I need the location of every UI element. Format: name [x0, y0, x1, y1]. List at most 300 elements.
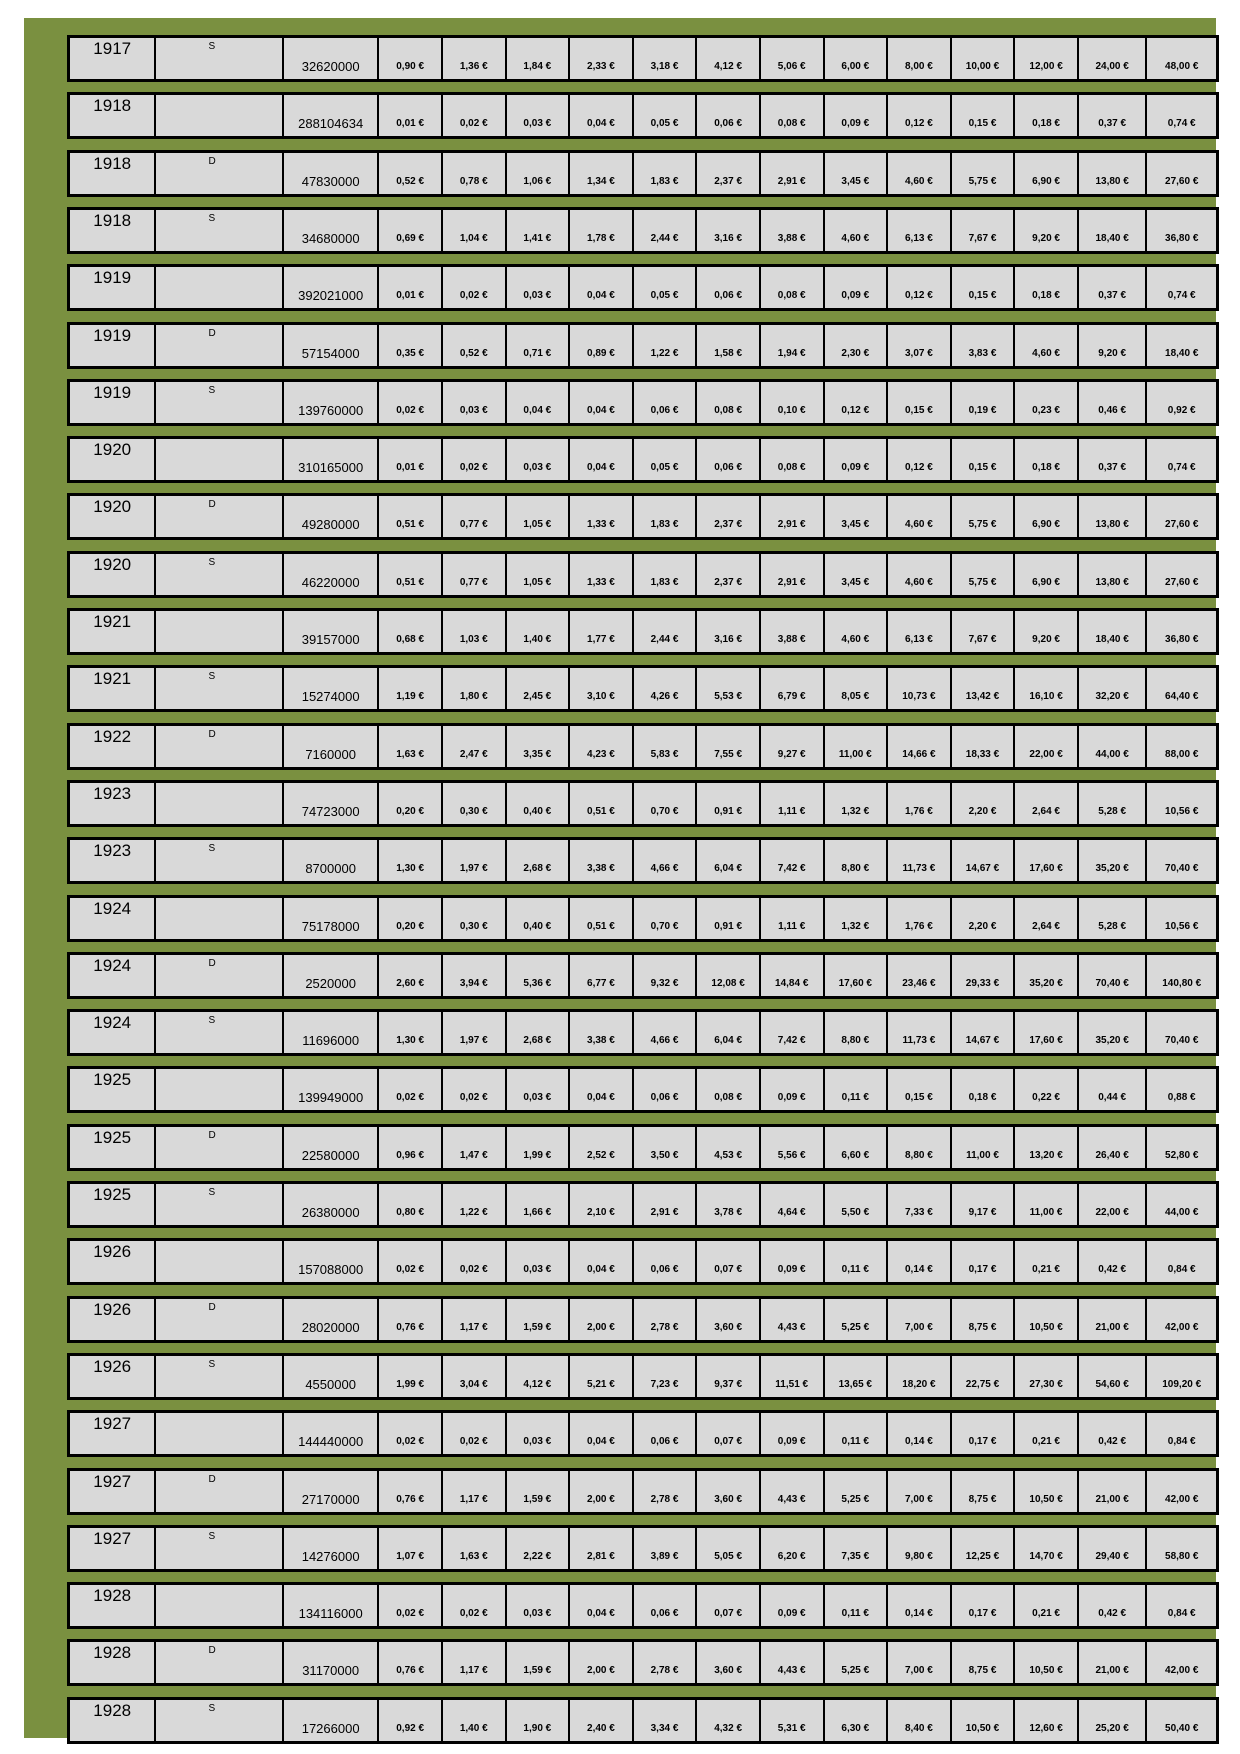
price-cell: 0,51 € — [379, 496, 443, 537]
price-cell: 0,18 € — [1015, 267, 1079, 308]
table-row — [67, 665, 1219, 712]
price-cell: 1,07 € — [379, 1528, 443, 1569]
mint-mark-cell: S — [156, 554, 284, 595]
mintage-cell: 310165000 — [284, 439, 379, 480]
price-cell: 4,60 € — [825, 210, 889, 251]
price-cell: 0,03 € — [507, 1069, 571, 1110]
price-cell: 0,01 € — [379, 439, 443, 480]
price-cell: 0,05 € — [634, 95, 698, 136]
table-row — [67, 780, 1219, 827]
mintage-cell: 28020000 — [284, 1299, 379, 1340]
price-cell: 2,40 € — [570, 1700, 634, 1741]
table-row — [67, 207, 1219, 254]
mint-mark-cell: S — [156, 1356, 284, 1397]
price-cell: 6,90 € — [1015, 554, 1079, 595]
price-cell: 1,59 € — [507, 1299, 571, 1340]
price-cell: 0,77 € — [443, 496, 507, 537]
price-cell: 0,92 € — [379, 1700, 443, 1741]
price-cell: 11,51 € — [761, 1356, 825, 1397]
price-cell: 2,68 € — [507, 840, 571, 881]
price-cell: 140,80 € — [1162, 978, 1202, 989]
year-cell: 1927 — [70, 1471, 156, 1512]
price-cell: 1,34 € — [570, 153, 634, 194]
price-cell: 0,06 € — [697, 439, 761, 480]
price-cell: 0,89 € — [570, 325, 634, 366]
price-cell: 0,09 € — [825, 439, 889, 480]
table-row — [67, 1639, 1219, 1686]
price-cell: 0,70 € — [634, 783, 698, 824]
price-cell: 88,00 € — [1165, 749, 1199, 760]
mint-mark-cell — [156, 1241, 284, 1282]
price-cell: 18,33 € — [952, 726, 1016, 767]
price-cell: 0,74 € — [1167, 462, 1196, 473]
price-cell: 13,80 € — [1079, 153, 1148, 194]
price-cell: 2,64 € — [1015, 783, 1079, 824]
price-cell: 1,84 € — [507, 38, 571, 79]
price-cell: 0,44 € — [1079, 1069, 1148, 1110]
year-cell: 1919 — [70, 382, 156, 423]
price-cell: 7,35 € — [825, 1528, 889, 1569]
mint-mark-cell — [156, 611, 284, 652]
price-cell: 14,84 € — [761, 955, 825, 996]
price-cell: 9,27 € — [761, 726, 825, 767]
price-cell: 1,17 € — [443, 1642, 507, 1683]
price-cell: 0,18 € — [1015, 95, 1079, 136]
price-cell: 4,60 € — [888, 153, 952, 194]
price-cell: 2,00 € — [570, 1642, 634, 1683]
price-cell: 12,00 € — [1015, 38, 1079, 79]
year-cell: 1928 — [70, 1700, 156, 1741]
price-cell: 2,64 € — [1015, 898, 1079, 939]
price-cell: 4,12 € — [697, 38, 761, 79]
price-cell: 32,20 € — [1079, 668, 1148, 709]
price-cell: 0,06 € — [634, 1585, 698, 1626]
price-cell: 3,89 € — [634, 1528, 698, 1569]
mint-mark-cell: S — [156, 1528, 284, 1569]
price-cell: 0,04 € — [570, 1413, 634, 1454]
price-cell: 0,76 € — [379, 1642, 443, 1683]
mintage-cell: 17266000 — [284, 1700, 379, 1741]
mint-mark-cell: D — [156, 1642, 284, 1683]
price-cell: 0,04 € — [570, 1069, 634, 1110]
price-cell: 0,03 € — [507, 439, 571, 480]
price-cell: 3,60 € — [697, 1471, 761, 1512]
table-row — [67, 1296, 1219, 1343]
price-cell: 0,09 € — [761, 1585, 825, 1626]
price-cell: 1,11 € — [761, 898, 825, 939]
price-cell: 4,64 € — [761, 1184, 825, 1225]
price-cell: 5,31 € — [761, 1700, 825, 1741]
table-row — [67, 723, 1219, 770]
price-cell: 3,88 € — [761, 611, 825, 652]
price-cell: 0,18 € — [952, 1069, 1016, 1110]
price-cell: 7,55 € — [697, 726, 761, 767]
mintage-cell: 75178000 — [284, 898, 379, 939]
price-cell: 0,03 € — [507, 95, 571, 136]
price-cell: 1,94 € — [761, 325, 825, 366]
price-cell: 0,08 € — [761, 95, 825, 136]
price-cell: 4,26 € — [634, 668, 698, 709]
price-cell: 0,21 € — [1015, 1413, 1079, 1454]
price-cell: 1,32 € — [825, 783, 889, 824]
mintage-cell: 31170000 — [284, 1642, 379, 1683]
price-cell: 0,12 € — [888, 95, 952, 136]
price-cell: 7,00 € — [888, 1642, 952, 1683]
mint-mark-cell: S — [156, 1184, 284, 1225]
price-cell: 7,42 € — [761, 1012, 825, 1053]
price-cell: 0,37 € — [1079, 267, 1148, 308]
price-cell: 0,02 € — [379, 1413, 443, 1454]
price-cell: 3,34 € — [634, 1700, 698, 1741]
price-cell: 3,16 € — [697, 210, 761, 251]
year-cell: 1928 — [70, 1642, 156, 1683]
price-cell: 1,59 € — [507, 1471, 571, 1512]
price-cell: 0,09 € — [825, 267, 889, 308]
price-cell: 2,20 € — [952, 783, 1016, 824]
year-cell: 1919 — [70, 267, 156, 308]
price-cell: 0,06 € — [697, 95, 761, 136]
mint-mark-cell: S — [156, 1700, 284, 1741]
price-cell: 2,44 € — [634, 210, 698, 251]
price-cell: 5,50 € — [825, 1184, 889, 1225]
price-cell: 1,63 € — [443, 1528, 507, 1569]
price-cell: 0,18 € — [1015, 439, 1079, 480]
table-row — [67, 92, 1219, 139]
table-row — [67, 150, 1219, 197]
year-cell: 1925 — [70, 1184, 156, 1225]
year-cell: 1928 — [70, 1585, 156, 1626]
mintage-cell: 34680000 — [284, 210, 379, 251]
price-cell: 0,17 € — [952, 1585, 1016, 1626]
price-cell: 5,75 € — [952, 153, 1016, 194]
price-cell: 0,05 € — [634, 267, 698, 308]
price-cell: 0,52 € — [443, 325, 507, 366]
price-cell: 5,25 € — [825, 1642, 889, 1683]
price-cell: 0,69 € — [379, 210, 443, 251]
price-cell: 0,07 € — [697, 1413, 761, 1454]
price-cell: 5,28 € — [1079, 783, 1148, 824]
price-cell: 7,23 € — [634, 1356, 698, 1397]
price-cell: 3,07 € — [888, 325, 952, 366]
price-cell: 0,09 € — [825, 95, 889, 136]
price-cell: 2,37 € — [697, 496, 761, 537]
mintage-cell: 47830000 — [284, 153, 379, 194]
mintage-cell: 49280000 — [284, 496, 379, 537]
price-cell: 0,42 € — [1079, 1585, 1148, 1626]
table-row — [67, 1697, 1219, 1744]
price-cell: 8,75 € — [952, 1642, 1016, 1683]
mintage-cell: 11696000 — [284, 1012, 379, 1053]
price-cell: 64,40 € — [1165, 691, 1199, 702]
price-cell: 2,81 € — [570, 1528, 634, 1569]
table-row — [67, 1582, 1219, 1629]
price-cell: 0,96 € — [379, 1127, 443, 1168]
price-cell: 4,60 € — [888, 496, 952, 537]
price-cell: 0,02 € — [443, 1241, 507, 1282]
price-cell: 10,50 € — [1015, 1471, 1079, 1512]
price-cell: 4,60 € — [888, 554, 952, 595]
mint-mark-cell: S — [156, 1012, 284, 1053]
price-cell: 1,47 € — [443, 1127, 507, 1168]
price-cell: 0,21 € — [1015, 1585, 1079, 1626]
price-cell: 0,11 € — [825, 1241, 889, 1282]
year-cell: 1925 — [70, 1127, 156, 1168]
mint-mark-cell — [156, 1585, 284, 1626]
price-cell: 48,00 € — [1165, 61, 1199, 72]
price-cell: 17,60 € — [1015, 1012, 1079, 1053]
price-cell: 2,91 € — [634, 1184, 698, 1225]
price-cell: 44,00 € — [1165, 1207, 1199, 1218]
mint-mark-cell — [156, 95, 284, 136]
price-cell: 3,45 € — [825, 554, 889, 595]
price-cell: 2,78 € — [634, 1642, 698, 1683]
price-cell: 1,40 € — [443, 1700, 507, 1741]
price-cell: 0,08 € — [697, 382, 761, 423]
price-cell: 7,33 € — [888, 1184, 952, 1225]
price-cell: 0,91 € — [697, 898, 761, 939]
year-cell: 1920 — [70, 496, 156, 537]
table-row — [67, 436, 1219, 483]
mint-mark-cell — [156, 783, 284, 824]
price-cell: 0,03 € — [443, 382, 507, 423]
price-cell: 0,02 € — [379, 1585, 443, 1626]
price-cell: 0,11 € — [825, 1413, 889, 1454]
price-cell: 14,70 € — [1015, 1528, 1079, 1569]
price-cell: 0,71 € — [507, 325, 571, 366]
price-cell: 5,75 € — [952, 554, 1016, 595]
mintage-cell: 39157000 — [284, 611, 379, 652]
price-cell: 10,50 € — [952, 1700, 1016, 1741]
mint-mark-cell: D — [156, 1127, 284, 1168]
price-cell: 13,42 € — [952, 668, 1016, 709]
price-cell: 12,25 € — [952, 1528, 1016, 1569]
price-cell: 12,08 € — [697, 955, 761, 996]
price-cell: 1,76 € — [888, 898, 952, 939]
price-cell: 11,73 € — [888, 1012, 952, 1053]
price-cell: 0,06 € — [634, 1069, 698, 1110]
price-cell: 4,60 € — [1015, 325, 1079, 366]
price-cell: 0,46 € — [1079, 382, 1148, 423]
price-cell: 0,37 € — [1079, 439, 1148, 480]
price-cell: 2,91 € — [761, 153, 825, 194]
price-cell: 0,78 € — [443, 153, 507, 194]
price-cell: 10,50 € — [1015, 1642, 1079, 1683]
price-cell: 3,78 € — [697, 1184, 761, 1225]
table-row — [67, 1238, 1219, 1285]
year-cell: 1924 — [70, 898, 156, 939]
price-cell: 0,80 € — [379, 1184, 443, 1225]
price-cell: 8,00 € — [888, 38, 952, 79]
price-cell: 2,78 € — [634, 1299, 698, 1340]
table-row — [67, 551, 1219, 598]
price-cell: 0,04 € — [570, 382, 634, 423]
price-cell: 3,38 € — [570, 840, 634, 881]
price-cell: 1,32 € — [825, 898, 889, 939]
price-cell: 8,80 € — [888, 1127, 952, 1168]
mintage-cell: 134116000 — [284, 1585, 379, 1626]
price-cell: 11,00 € — [825, 726, 889, 767]
price-cell: 0,02 € — [379, 382, 443, 423]
price-cell: 0,05 € — [634, 439, 698, 480]
price-cell: 3,38 € — [570, 1012, 634, 1053]
price-cell: 1,36 € — [443, 38, 507, 79]
price-cell: 5,05 € — [697, 1528, 761, 1569]
price-cell: 0,12 € — [888, 439, 952, 480]
price-cell: 18,40 € — [1079, 210, 1148, 251]
year-cell: 1918 — [70, 95, 156, 136]
table-row — [67, 952, 1219, 999]
price-cell: 10,56 € — [1165, 921, 1199, 932]
price-cell: 13,65 € — [825, 1356, 889, 1397]
mint-mark-cell: S — [156, 210, 284, 251]
price-cell: 1,04 € — [443, 210, 507, 251]
mint-mark-cell: D — [156, 1471, 284, 1512]
price-cell: 0,03 € — [507, 1585, 571, 1626]
price-cell: 6,04 € — [697, 1012, 761, 1053]
price-cell: 0,08 € — [697, 1069, 761, 1110]
price-cell: 0,01 € — [379, 95, 443, 136]
price-cell: 2,37 € — [697, 153, 761, 194]
price-cell: 1,76 € — [888, 783, 952, 824]
year-cell: 1927 — [70, 1413, 156, 1454]
price-cell: 70,40 € — [1165, 1035, 1199, 1046]
price-cell: 0,12 € — [888, 267, 952, 308]
price-cell: 1,58 € — [697, 325, 761, 366]
table-row — [67, 1525, 1219, 1572]
price-cell: 0,84 € — [1167, 1608, 1196, 1619]
mintage-cell: 32620000 — [284, 38, 379, 79]
price-cell: 9,37 € — [697, 1356, 761, 1397]
table-row — [67, 837, 1219, 884]
price-cell: 1,22 € — [443, 1184, 507, 1225]
price-cell: 0,40 € — [507, 783, 571, 824]
price-cell: 8,05 € — [825, 668, 889, 709]
price-cell: 0,74 € — [1167, 118, 1196, 129]
price-cell: 0,14 € — [888, 1241, 952, 1282]
price-cell: 35,20 € — [1079, 840, 1148, 881]
price-cell: 4,23 € — [570, 726, 634, 767]
price-cell: 0,10 € — [761, 382, 825, 423]
price-cell: 22,00 € — [1079, 1184, 1148, 1225]
mintage-cell: 144440000 — [284, 1413, 379, 1454]
price-cell: 27,60 € — [1165, 176, 1199, 187]
price-cell: 3,35 € — [507, 726, 571, 767]
year-cell: 1919 — [70, 325, 156, 366]
price-cell: 1,19 € — [379, 668, 443, 709]
price-cell: 14,67 € — [952, 1012, 1016, 1053]
table-row — [67, 493, 1219, 540]
price-cell: 6,60 € — [825, 1127, 889, 1168]
mintage-cell: 2520000 — [284, 955, 379, 996]
price-cell: 1,66 € — [507, 1184, 571, 1225]
price-cell: 17,60 € — [1015, 840, 1079, 881]
price-cell: 0,76 € — [379, 1299, 443, 1340]
price-cell: 0,06 € — [634, 1241, 698, 1282]
mintage-cell: 392021000 — [284, 267, 379, 308]
price-cell: 29,33 € — [952, 955, 1016, 996]
price-cell: 10,00 € — [952, 38, 1016, 79]
price-cell: 0,20 € — [379, 898, 443, 939]
price-cell: 1,78 € — [570, 210, 634, 251]
price-cell: 52,80 € — [1165, 1150, 1199, 1161]
price-cell: 0,20 € — [379, 783, 443, 824]
price-cell: 0,04 € — [570, 1241, 634, 1282]
price-cell: 50,40 € — [1165, 1723, 1199, 1734]
price-cell: 0,30 € — [443, 898, 507, 939]
price-cell: 35,20 € — [1015, 955, 1079, 996]
price-cell: 0,15 € — [952, 439, 1016, 480]
price-cell: 1,97 € — [443, 1012, 507, 1053]
price-cell: 8,75 € — [952, 1299, 1016, 1340]
price-cell: 1,63 € — [379, 726, 443, 767]
price-cell: 0,04 € — [570, 439, 634, 480]
price-cell: 0,12 € — [825, 382, 889, 423]
price-cell: 2,78 € — [634, 1471, 698, 1512]
year-cell: 1918 — [70, 153, 156, 194]
price-cell: 0,09 € — [761, 1069, 825, 1110]
price-cell: 4,12 € — [507, 1356, 571, 1397]
price-cell: 5,53 € — [697, 668, 761, 709]
year-cell: 1918 — [70, 210, 156, 251]
price-cell: 0,92 € — [1167, 405, 1196, 416]
price-cell: 0,51 € — [570, 898, 634, 939]
price-cell: 0,06 € — [634, 382, 698, 423]
price-cell: 0,22 € — [1015, 1069, 1079, 1110]
price-cell: 0,76 € — [379, 1471, 443, 1512]
price-cell: 58,80 € — [1165, 1551, 1199, 1562]
price-cell: 0,23 € — [1015, 382, 1079, 423]
price-cell: 0,14 € — [888, 1585, 952, 1626]
price-cell: 0,42 € — [1079, 1413, 1148, 1454]
price-cell: 9,32 € — [634, 955, 698, 996]
price-cell: 0,90 € — [379, 38, 443, 79]
price-cell: 7,67 € — [952, 611, 1016, 652]
price-cell: 0,07 € — [697, 1585, 761, 1626]
price-cell: 1,11 € — [761, 783, 825, 824]
price-cell: 1,40 € — [507, 611, 571, 652]
price-cell: 7,00 € — [888, 1299, 952, 1340]
year-cell: 1926 — [70, 1299, 156, 1340]
price-cell: 1,77 € — [570, 611, 634, 652]
mint-mark-cell — [156, 1413, 284, 1454]
mintage-cell: 26380000 — [284, 1184, 379, 1225]
price-cell: 2,91 € — [761, 496, 825, 537]
mintage-cell: 57154000 — [284, 325, 379, 366]
price-cell: 1,97 € — [443, 840, 507, 881]
price-cell: 5,36 € — [507, 955, 571, 996]
price-cell: 0,37 € — [1079, 95, 1148, 136]
price-cell: 3,18 € — [634, 38, 698, 79]
table-row — [67, 264, 1219, 311]
price-cell: 4,53 € — [697, 1127, 761, 1168]
price-cell: 6,90 € — [1015, 153, 1079, 194]
price-cell: 0,52 € — [379, 153, 443, 194]
price-cell: 0,08 € — [761, 439, 825, 480]
price-cell: 2,30 € — [825, 325, 889, 366]
price-cell: 3,94 € — [443, 955, 507, 996]
price-cell: 27,30 € — [1015, 1356, 1079, 1397]
mint-mark-cell: D — [156, 1299, 284, 1340]
price-cell: 0,68 € — [379, 611, 443, 652]
price-cell: 0,17 € — [952, 1241, 1016, 1282]
price-cell: 8,80 € — [825, 1012, 889, 1053]
price-cell: 0,06 € — [697, 267, 761, 308]
price-cell: 14,66 € — [888, 726, 952, 767]
price-cell: 0,14 € — [888, 1413, 952, 1454]
price-cell: 0,04 € — [570, 95, 634, 136]
mintage-cell: 7160000 — [284, 726, 379, 767]
price-cell: 0,51 € — [570, 783, 634, 824]
